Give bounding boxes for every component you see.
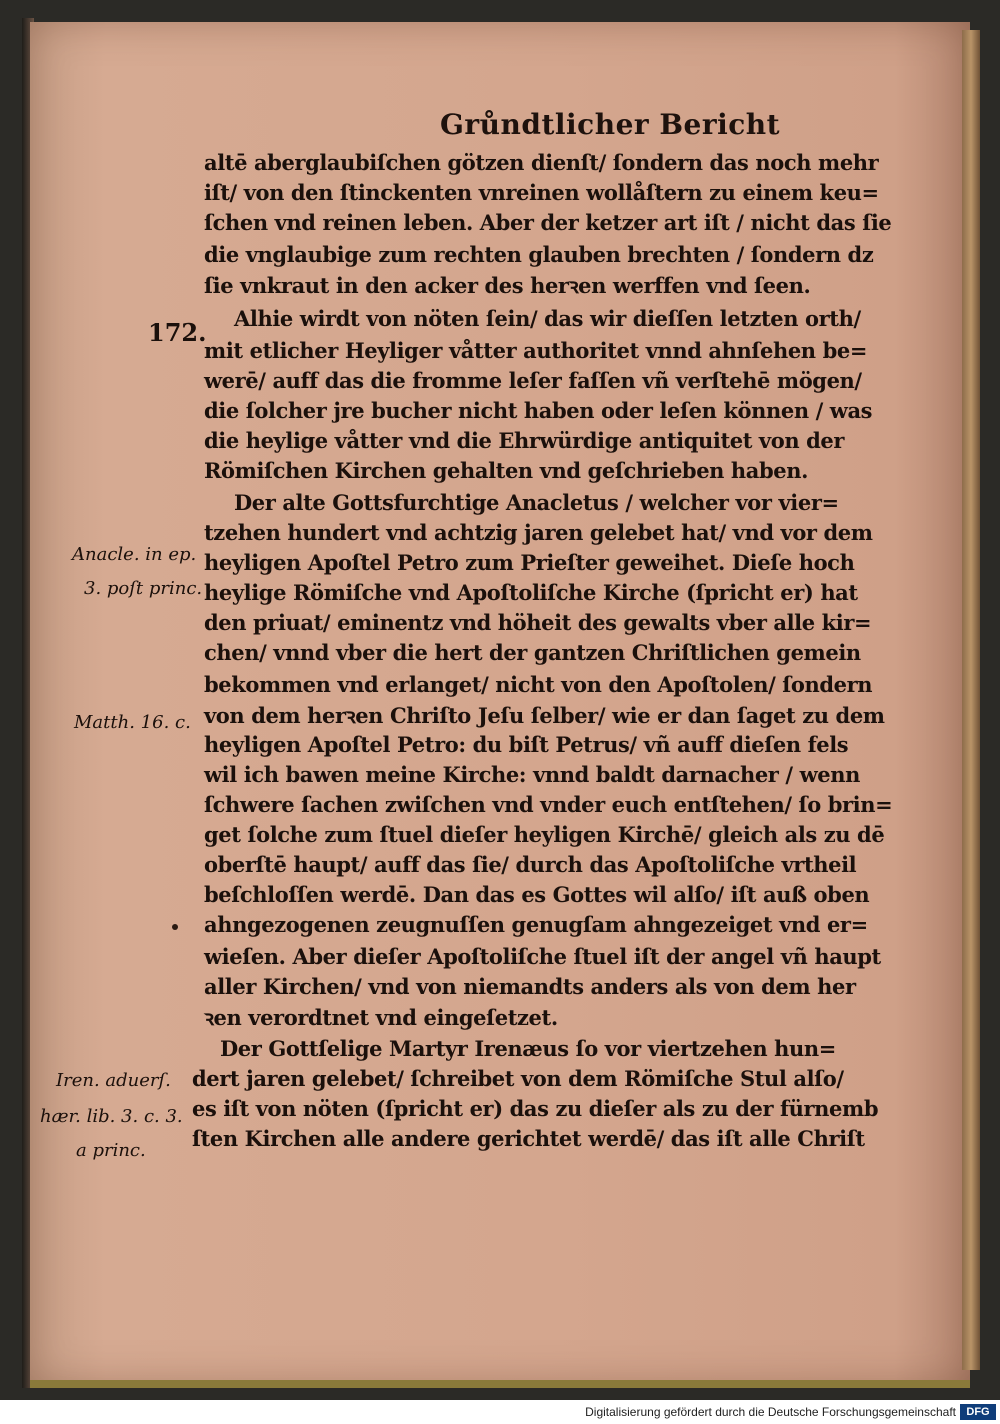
text-line: aller Kirchen/ vnd von niemandts anders als von dem her [204,974,856,999]
marginal-note: Matth. 16. c. [74,712,191,733]
running-head: Grůndtlicher Bericht [440,108,781,141]
footer-credit: Digitalisierung gefördert durch die Deutsche Forschungsgemeinschaft [585,1405,956,1419]
text-line: Alhie wirdt von nöten ſein/ das wir dieſſen letzten orth/ [234,306,861,331]
marginal-note: a princ. [76,1140,146,1161]
text-line: ſchen vnd reinen leben. Aber der ketzer art iſt / nicht das ſie [204,210,892,235]
text-line: den priuat/ eminentz vnd höheit des gewalts vber alle kir= [204,610,872,635]
text-line: die ſolcher jre bucher nicht haben oder leſen können / was [204,398,873,423]
marginal-note: hær. lib. 3. c. 3. [40,1106,183,1127]
text-line: Römiſchen Kirchen gehalten vnd geſchrieben haben. [204,458,809,483]
text-line: Der alte Gottsfurchtige Anacletus / welcher vor vier= [234,490,839,515]
section-number: 172. [148,318,207,347]
marginal-note: 3. poſt princ. [84,578,203,599]
text-line: ꝛen verordtnet vnd eingeſetzet. [204,1005,558,1030]
text-line: von dem herꝛen Chriſto Jeſu ſelber/ wie er dan ſaget zu dem [204,703,885,728]
text-line: oberſtē haupt/ auff das ſie/ durch das Apoſtoliſche vrtheil [204,852,857,877]
text-line: die heylige våtter vnd die Ehrwürdige antiquitet von der [204,428,845,453]
text-line: tzehen hundert vnd achtzig jaren gelebet hat/ vnd vor dem [204,520,873,545]
text-line: Der Gottſelige Martyr Irenæus ſo vor viertzehen hun= [220,1036,836,1061]
text-line: ſten Kirchen alle andere gerichtet werdē/ das iſt alle Chriſt [192,1126,865,1151]
marginal-note: Iren. aduerſ. [56,1070,171,1091]
text-line: iſt/ von den ſtinckenten vnreinen wollåſtern zu einem keu= [204,180,879,205]
text-line: die vnglaubige zum rechten glauben brechten / ſondern dz [204,242,874,267]
dfg-logo: DFG [960,1404,996,1420]
text-line: bekommen vnd erlanget/ nicht von den Apoſtolen/ ſondern [204,672,873,697]
text-line: ſchwere ſachen zwiſchen vnd vnder euch entſtehen/ ſo brin= [204,792,893,817]
text-line: altē aberglaubiſchen götzen dienſt/ ſondern das noch mehr [204,150,879,175]
text-line: heyligen Apoſtel Petro: du biſt Petrus/ vñ auff dieſen fels [204,732,849,757]
text-line: wieſen. Aber dieſer Apoſtoliſche ſtuel iſt der angel vñ haupt [204,944,881,969]
text-line: beſchloſſen werdē. Dan das es Gottes wil alſo/ iſt auß oben [204,882,870,907]
marginal-note: Anacle. in ep. [72,544,197,565]
text-line: get ſolche zum ſtuel dieſer heyligen Kirchē/ gleich als zu dē [204,822,885,847]
text-line: werē/ auff das die fromme leſer faſſen vñ verſtehē mögen/ [204,368,862,393]
text-line: ſie vnkraut in den acker des herꝛen werffen vnd ſeen. [204,273,811,298]
text-line: wil ich bawen meine Kirche: vnnd baldt darnacher / wenn [204,762,860,787]
text-line: mit etlicher Heyliger våtter authoritet vnnd ahnſehen be= [204,338,868,363]
text-line: dert jaren gelebet/ ſchreibet von dem Römiſche Stul alſo/ [192,1066,844,1091]
text-line: chen/ vnnd vber die hert der gantzen Chriſtlichen gemein [204,640,861,665]
text-line: es iſt von nöten (ſpricht er) das zu dieſer als zu der fürnemb [192,1096,879,1121]
page-fore-edge [962,30,980,1370]
text-line: heyligen Apoſtel Petro zum Prieſter geweihet. Dieſe hoch [204,550,855,575]
page-bottom-edge [30,1380,970,1388]
ink-dot [172,924,178,930]
text-line: ahngezogenen zeugnuſſen genugſam ahngezeiget vnd er= [204,912,868,937]
text-line: heylige Römiſche vnd Apoſtoliſche Kirche (ſpricht er) hat [204,580,858,605]
